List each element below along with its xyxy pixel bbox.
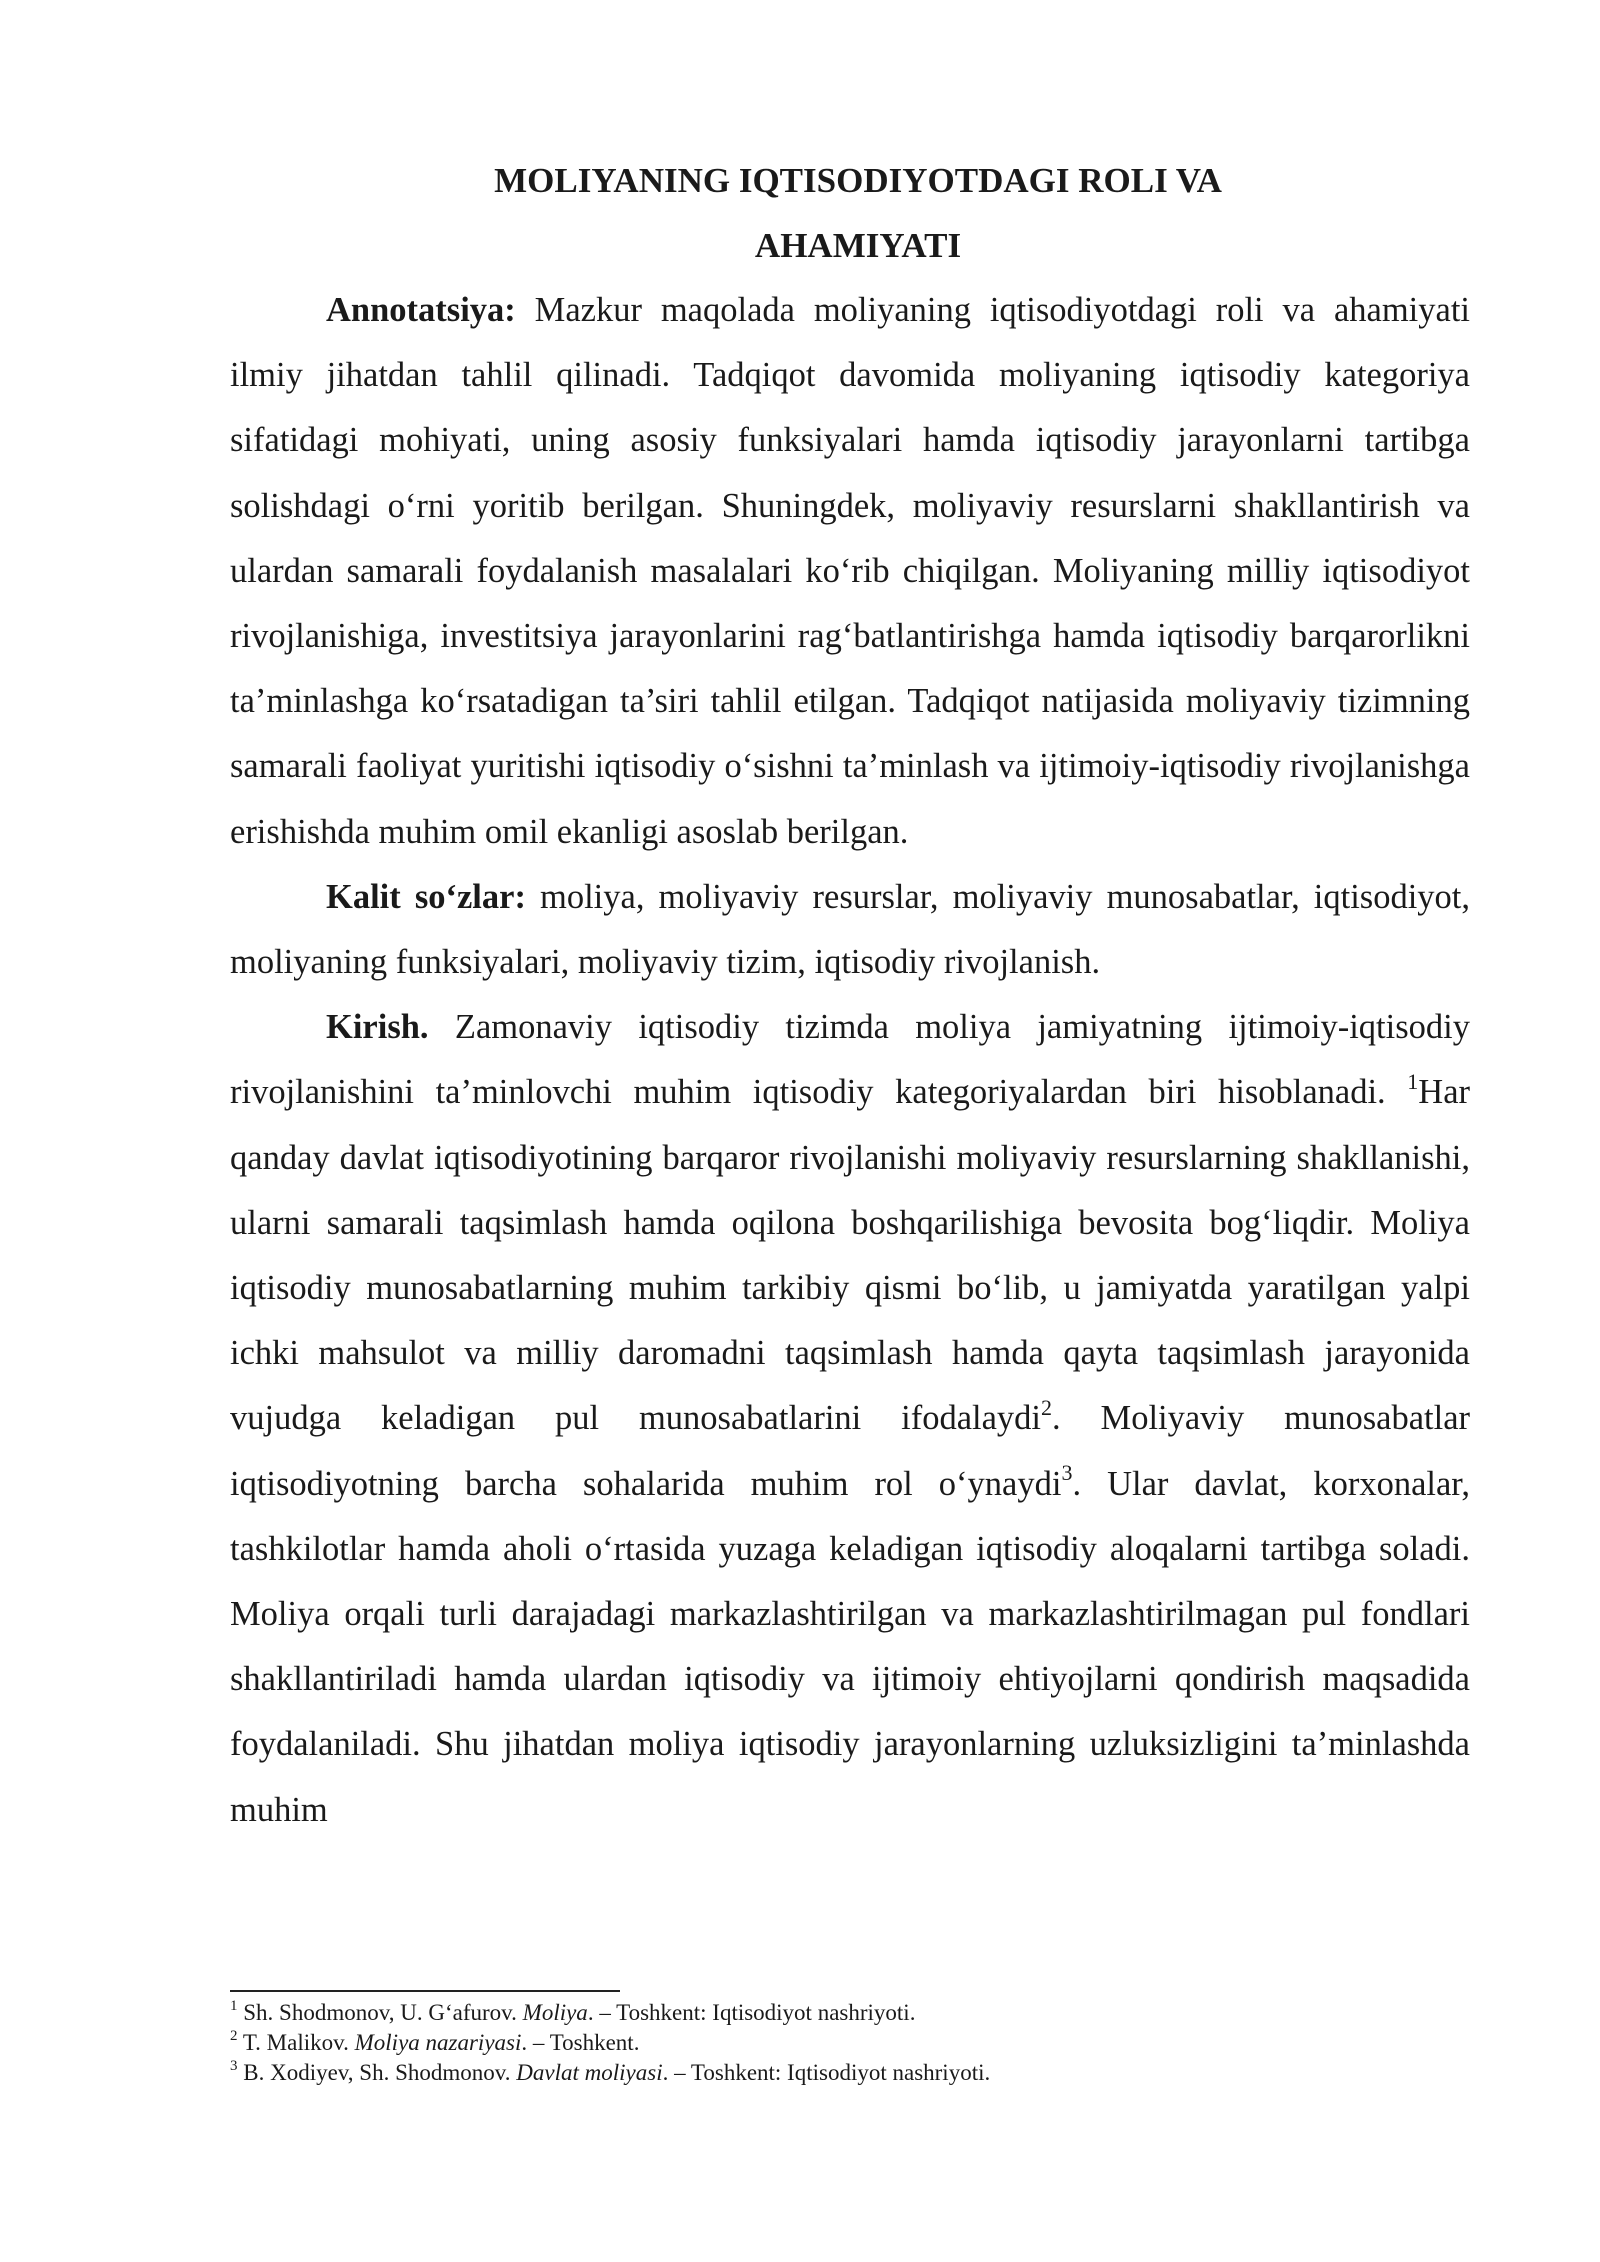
keywords-text: moliya, moliyaviy resurslar, moliyaviy munosabatlar, iqtisodiyot, moliyaning funksiyalari, moliyaviy tizim, iqtisodiy rivojlanish.	[230, 877, 1470, 982]
footnote-book-title: Moliya	[522, 2000, 588, 2025]
keywords-paragraph	[230, 865, 1470, 995]
annotation-paragraph	[230, 278, 1470, 865]
footnote-separator	[230, 1990, 620, 1992]
footnote-1	[230, 1998, 1470, 2028]
footnote-authors: T. Malikov.	[237, 2030, 355, 2055]
footnotes-section	[230, 1990, 1470, 2088]
footnote-book-title: Davlat moliyasi	[516, 2060, 663, 2085]
article-body	[230, 148, 1470, 1843]
footnote-number: 3	[230, 2058, 238, 2075]
footnote-number: 1	[230, 1998, 238, 2015]
footnote-publisher: . – Toshkent: Iqtisodiyot nashriyoti.	[662, 2060, 991, 2085]
footnote-2	[230, 2028, 1470, 2058]
annotation-text: Mazkur maqolada moliyaning iqtisodiyotdagi roli va ahamiyati ilmiy jihatdan tahlil qilinadi. Tadqiqot davomida moliyaning iqtisodiy kategoriya sifatidagi mohiyati, uning asosiy funksiyalari hamda iqtisodiy jarayonlarni tartibga solishdagi o‘rni yoritib berilgan. Shuningdek, moliyaviy resurslarni shakllantirish va ulardan samarali foydalanish masalalari ko‘rib chiqilgan. Moliyaning milliy iqtisodiyot rivojlanishiga, investitsiya jarayonlarini rag‘batlantirishga hamda iqtisodiy barqarorlikni ta’minlashga ko‘rsatadigan ta’siri tahlil etilgan. Tadqiqot natijasida moliyaviy tizimning samarali faoliyat yuritishi iqtisodiy o‘sishni ta’minlash va ijtimoiy-iqtisodiy rivojlanishga erishishda muhim omil ekanligi asoslab berilgan.	[230, 291, 1470, 851]
footnote-ref-3[interactable]: 3	[1061, 1460, 1073, 1486]
intro-paragraph	[230, 995, 1470, 1843]
article-title	[230, 148, 1470, 278]
footnote-authors: B. Xodiyev, Sh. Shodmonov.	[237, 2060, 517, 2085]
footnote-publisher: . – Toshkent.	[521, 2030, 640, 2055]
footnote-book-title: Moliya nazariyasi	[354, 2030, 522, 2055]
footnote-ref-2[interactable]: 2	[1041, 1394, 1053, 1420]
intro-text-4: . Ular davlat, korxonalar, tashkilotlar hamda aholi o‘rtasida yuzaga keladigan iqtisodiy aloqalarni tartibga soladi. Moliya orqali turli darajadagi markazlashtirilgan va markazlashtirilmagan pul fondlari shakllantiriladi hamda ulardan iqtisodiy va ijtimoiy ehtiyojlarni qondirish maqsadida foydalaniladi. Shu jihatdan moliya iqtisodiy jarayonlarning uzluksizligini ta’minlashda muhim	[230, 1464, 1471, 1829]
footnote-authors: Sh. Shodmonov, U. G‘afurov.	[237, 2000, 523, 2025]
footnote-number: 2	[230, 2028, 238, 2045]
footnote-ref-1[interactable]: 1	[1407, 1068, 1419, 1094]
keywords-label: Kalit so‘zlar:	[326, 877, 526, 916]
intro-text-1: Zamonaviy iqtisodiy tizimda moliya jamiyatning ijtimoiy-iqtisodiy rivojlanishini ta’minlovchi muhim iqtisodiy kategoriyalardan biri hisoblanadi.	[230, 1008, 1470, 1112]
title-line-1: MOLIYANING IQTISODIYOTDAGI ROLI VA	[494, 161, 1222, 200]
title-line-2: AHAMIYATI	[754, 226, 962, 265]
intro-label: Kirish.	[326, 1008, 429, 1047]
intro-text-2: Har qanday davlat iqtisodiyotining barqaror rivojlanishi moliyaviy resurslarning shakllanishi, ularni samarali taqsimlash hamda oqilona boshqarilishiga bevosita bog‘liqdir. Moliya iqtisodiy munosabatlarning muhim tarkibiy qismi bo‘lib, u jamiyatda yaratilgan yalpi ichki mahsulot va milliy daromadni taqsimlash hamda qayta taqsimlash jarayonida vujudga keladigan pul munosabatlarini ifodalaydi	[230, 1073, 1470, 1438]
intro-text-3: . Moliyaviy munosabatlar iqtisodiyotning barcha sohalarida muhim rol o‘ynaydi	[230, 1399, 1470, 1503]
annotation-label: Annotatsiya:	[326, 291, 516, 329]
footnote-3	[230, 2058, 1470, 2088]
footnote-publisher: . – Toshkent: Iqtisodiyot nashriyoti.	[587, 2000, 916, 2025]
